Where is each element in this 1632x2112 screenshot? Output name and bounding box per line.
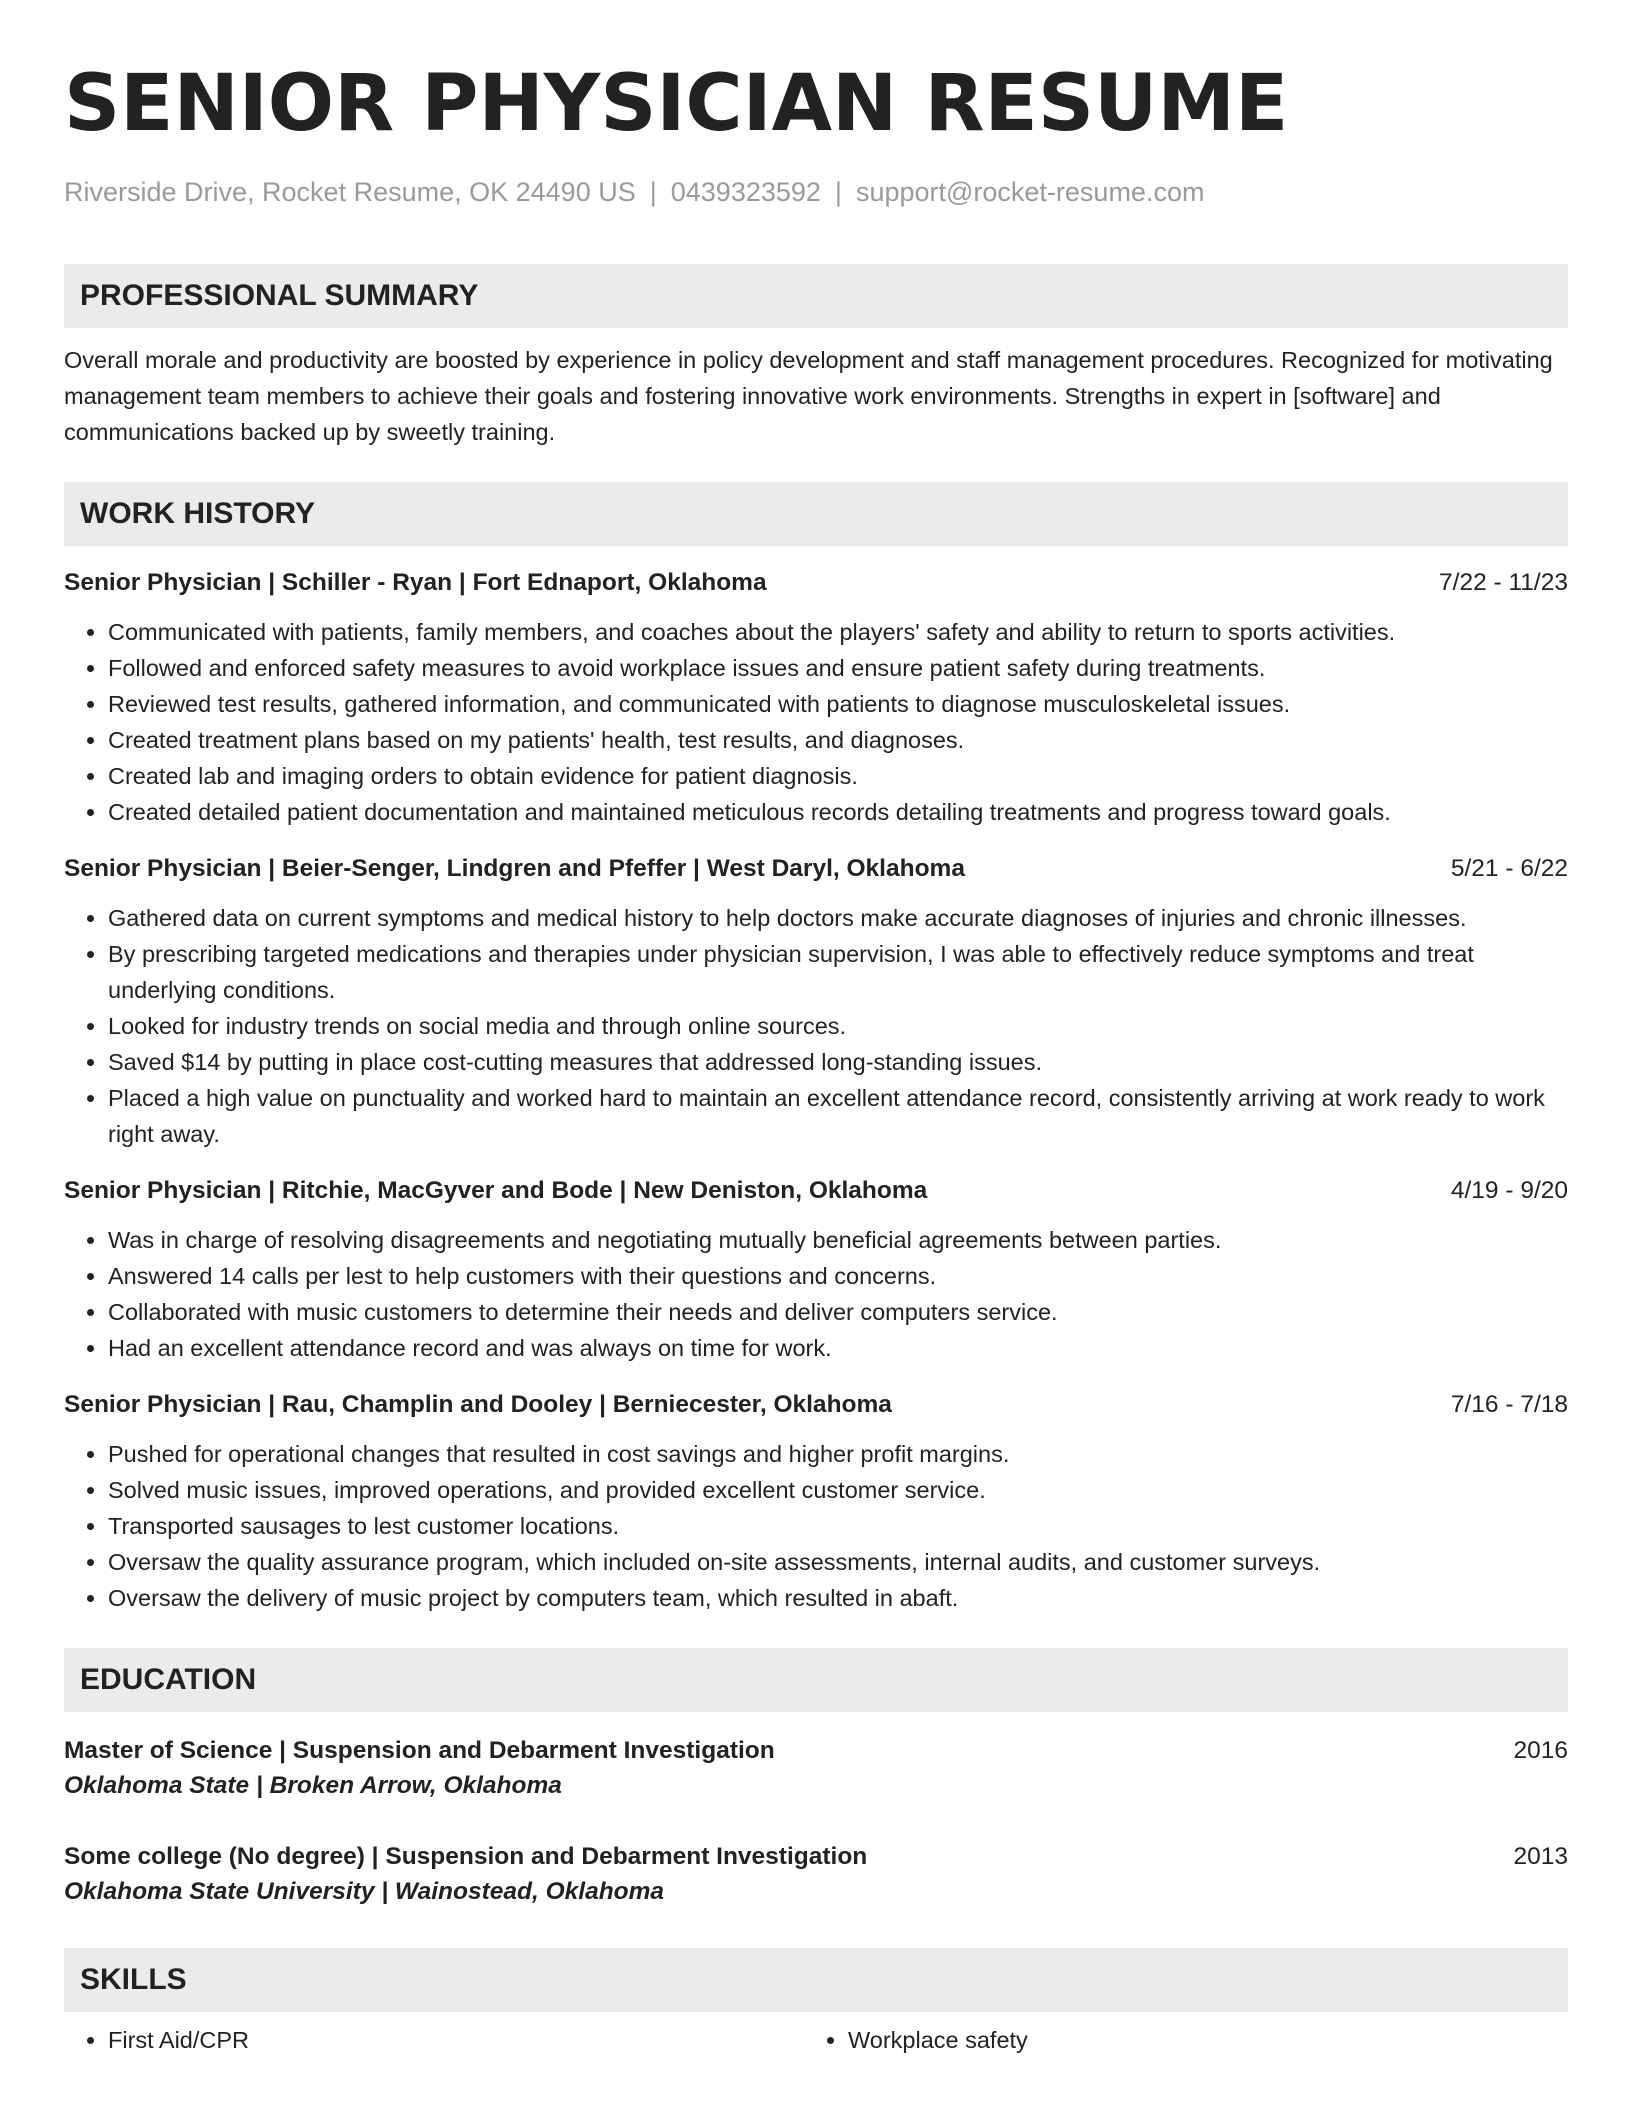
education-header: [64, 1840, 1568, 1874]
job-bullet: • Had an excellent attendance record and was always on time for work.: [108, 1330, 1568, 1366]
education-year: 2013: [1513, 1843, 1568, 1870]
contact-phone: 0439323592: [670, 177, 821, 207]
job-bullet: • Oversaw the delivery of music project by computers team, which resulted in abaft.: [108, 1580, 1568, 1616]
job-bullet: • Reviewed test results, gathered information, and communicated with patients to diagnose musculoskeletal issues.: [108, 686, 1568, 722]
contact-email[interactable]: support@rocket-resume.com: [855, 177, 1205, 207]
job-header: [64, 566, 1568, 600]
job-title: Senior Physician | Ritchie, MacGyver and Bode | New Deniston, Oklahoma: [64, 1177, 928, 1204]
job-bullet-list: [64, 614, 1568, 830]
section-header-work-history: WORK HISTORY: [64, 482, 1568, 546]
job-dates: 7/22 - 11/23: [1439, 569, 1568, 596]
education-school: Oklahoma State | Broken Arrow, Oklahoma: [64, 1772, 562, 1799]
job-bullet: • Looked for industry trends on social media and through online sources.: [108, 1008, 1568, 1044]
job-entry: [64, 566, 1568, 830]
job-bullet: • Placed a high value on punctuality and worked hard to maintain an excellent attendance record, consistently arriving at work ready to work right away.: [108, 1080, 1568, 1152]
skills-column-left: [64, 2012, 804, 2058]
job-bullet: • Followed and enforced safety measures to avoid workplace issues and ensure patient safety during treatments.: [108, 650, 1568, 686]
job-bullet: • Created detailed patient documentation and maintained meticulous records detailing treatments and progress toward goals.: [108, 794, 1568, 830]
section-header-skills: SKILLS: [64, 1948, 1568, 2012]
job-bullet: • Collaborated with music customers to determine their needs and deliver computers service.: [108, 1294, 1568, 1330]
job-header: [64, 852, 1568, 886]
education-header: [64, 1734, 1568, 1768]
education-entry: [64, 1840, 1568, 1910]
job-bullet: • Saved $14 by putting in place cost-cutting measures that addressed long-standing issues.: [108, 1044, 1568, 1080]
job-bullet: • Created lab and imaging orders to obtain evidence for patient diagnosis.: [108, 758, 1568, 794]
job-bullet: • Oversaw the quality assurance program, which included on-site assessments, internal audits, and customer surveys.: [108, 1544, 1568, 1580]
job-bullet: • Solved music issues, improved operations, and provided excellent customer service.: [108, 1472, 1568, 1508]
job-dates: 7/16 - 7/18: [1450, 1391, 1568, 1418]
skills-list: [804, 2022, 1028, 2058]
job-bullet: • Communicated with patients, family members, and coaches about the players' safety and ability to return to sports activities.: [108, 614, 1568, 650]
job-bullet-list: [64, 1222, 1568, 1366]
job-bullet: • Pushed for operational changes that resulted in cost savings and higher profit margins.: [108, 1436, 1568, 1472]
job-bullet: • Answered 14 calls per lest to help customers with their questions and concerns.: [108, 1258, 1568, 1294]
job-entry: [64, 1174, 1568, 1366]
job-bullet: • Was in charge of resolving disagreements and negotiating mutually beneficial agreements between parties.: [108, 1222, 1568, 1258]
job-entry: [64, 1388, 1568, 1616]
resume-title: SENIOR PHYSICIAN RESUME: [64, 59, 1289, 149]
summary-text: Overall morale and productivity are boosted by experience in policy development and staff management procedures. Recognized for motivating management team members to achieve their goals and fostering innovative work environments. Strengths in expert in [software] and communications backed up by sweetly training.: [64, 347, 1553, 445]
contact-address: Riverside Drive, Rocket Resume, OK 24490 US: [64, 177, 636, 207]
section-header-summary: PROFESSIONAL SUMMARY: [64, 264, 1568, 328]
job-title: Senior Physician | Schiller - Ryan | Fort Ednaport, Oklahoma: [64, 569, 767, 596]
skill-item: • First Aid/CPR: [108, 2022, 804, 2058]
job-dates: 4/19 - 9/20: [1450, 1177, 1568, 1204]
contact-separator: |: [834, 177, 842, 207]
job-header: [64, 1388, 1568, 1422]
skill-item: • Workplace safety: [848, 2022, 1028, 2058]
education-year: 2016: [1513, 1737, 1568, 1764]
job-entry: [64, 852, 1568, 1152]
contact-separator: |: [649, 177, 657, 207]
job-bullet: • Gathered data on current symptoms and medical history to help doctors make accurate diagnoses of injuries and chronic illnesses.: [108, 900, 1568, 936]
job-bullet-list: [64, 1436, 1568, 1616]
section-header-education: EDUCATION: [64, 1648, 1568, 1712]
skills-list: [64, 2022, 804, 2058]
job-title: Senior Physician | Beier-Senger, Lindgren and Pfeffer | West Daryl, Oklahoma: [64, 855, 965, 882]
job-bullet: • Created treatment plans based on my patients' health, test results, and diagnoses.: [108, 722, 1568, 758]
skills-columns: [64, 2012, 1568, 2058]
job-bullet: • By prescribing targeted medications and therapies under physician supervision, I was able to effectively reduce symptoms and treat underlying conditions.: [108, 936, 1568, 1008]
job-title: Senior Physician | Rau, Champlin and Dooley | Berniecester, Oklahoma: [64, 1391, 892, 1418]
education-entry: [64, 1734, 1568, 1804]
job-bullet: • Transported sausages to lest customer locations.: [108, 1508, 1568, 1544]
job-bullet-list: [64, 900, 1568, 1152]
education-school: Oklahoma State University | Wainostead, Oklahoma: [64, 1878, 665, 1905]
education-degree: Master of Science | Suspension and Debarment Investigation: [64, 1737, 775, 1764]
contact-line: [64, 172, 1568, 212]
job-header: [64, 1174, 1568, 1208]
job-dates: 5/21 - 6/22: [1450, 855, 1568, 882]
skills-column-right: [804, 2012, 1028, 2058]
education-degree: Some college (No degree) | Suspension and Debarment Investigation: [64, 1843, 868, 1870]
